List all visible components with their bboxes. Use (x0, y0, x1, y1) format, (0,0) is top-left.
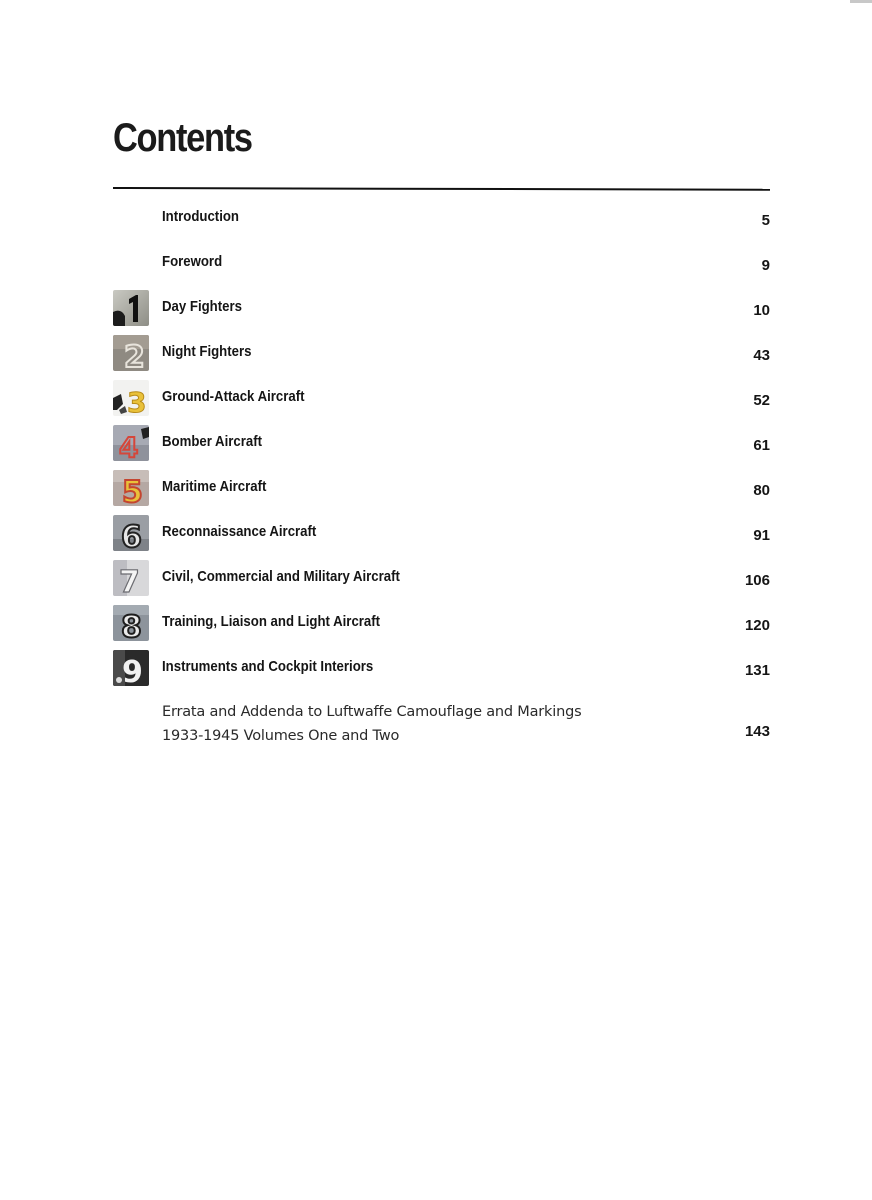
chapter-2-icon (113, 335, 149, 371)
svg-text:2: 2 (124, 340, 145, 371)
toc-entry-reconnaissance[interactable] (113, 515, 770, 560)
toc-entry-page: 5 (761, 212, 770, 229)
chapter-9-icon (113, 650, 149, 686)
svg-text:7: 7 (119, 565, 140, 596)
toc-entry-night-fighters[interactable] (113, 335, 770, 380)
toc-entry-errata[interactable] (113, 695, 770, 755)
toc-entry-training-liaison[interactable] (113, 605, 770, 650)
toc-entry-maritime[interactable] (113, 470, 770, 515)
toc-entry-foreword[interactable] (113, 245, 770, 290)
toc-entry-title: Foreword (162, 253, 223, 270)
toc-entry-title: Introduction (162, 208, 239, 225)
errata-title (162, 700, 581, 748)
title-divider (113, 187, 770, 191)
toc-entry-civil-commercial-military[interactable] (113, 560, 770, 605)
svg-text:5: 5 (122, 475, 143, 506)
toc-entry-title: Night Fighters (162, 343, 252, 360)
toc-entry-title: Bomber Aircraft (162, 433, 263, 450)
chapter-6-icon (113, 515, 149, 551)
toc-entry-page: 52 (753, 392, 770, 409)
toc-entry-title: Instruments and Cockpit Interiors (162, 658, 374, 675)
scan-edge-mark (850, 0, 872, 3)
svg-text:3: 3 (127, 386, 147, 416)
chapter-5-icon (113, 470, 149, 506)
toc-entry-page: 80 (753, 482, 770, 499)
svg-text:6: 6 (121, 520, 142, 551)
chapter-7-icon (113, 560, 149, 596)
toc-entry-bomber[interactable] (113, 425, 770, 470)
svg-text:9: 9 (122, 655, 143, 686)
errata-line-1: Errata and Addenda to Luftwaffe Camouflage and Markings (162, 704, 582, 720)
toc-entry-page: 10 (753, 302, 770, 319)
toc-entry-title: Civil, Commercial and Military Aircraft (162, 568, 400, 585)
svg-text:4: 4 (119, 431, 139, 461)
toc-entry-introduction[interactable] (113, 200, 770, 245)
toc-entry-title: Training, Liaison and Light Aircraft (162, 613, 381, 630)
toc-entry-page: 131 (744, 662, 770, 679)
chapter-8-icon (113, 605, 149, 641)
toc-entry-title: Maritime Aircraft (162, 478, 267, 495)
svg-text:8: 8 (121, 610, 142, 641)
toc-entry-page: 91 (753, 527, 770, 544)
toc-entry-page: 143 (744, 723, 770, 740)
toc-entry-page: 61 (753, 437, 770, 454)
page-title: Contents (113, 116, 252, 160)
toc-entry-ground-attack[interactable] (113, 380, 770, 425)
toc-entry-title: Day Fighters (162, 298, 242, 315)
toc-entry-page: 9 (761, 257, 770, 274)
chapter-1-icon (113, 290, 149, 326)
table-of-contents (113, 200, 770, 755)
toc-entry-page: 43 (753, 347, 770, 364)
errata-line-2: 1933-1945 Volumes One and Two (162, 728, 400, 744)
chapter-3-icon (113, 380, 149, 416)
toc-entry-instruments-cockpit[interactable] (113, 650, 770, 695)
toc-entry-day-fighters[interactable] (113, 290, 770, 335)
toc-entry-title: Ground-Attack Aircraft (162, 388, 305, 405)
toc-entry-title: Reconnaissance Aircraft (162, 523, 317, 540)
chapter-4-icon (113, 425, 149, 461)
toc-entry-page: 120 (744, 617, 770, 634)
toc-entry-page: 106 (744, 572, 770, 589)
